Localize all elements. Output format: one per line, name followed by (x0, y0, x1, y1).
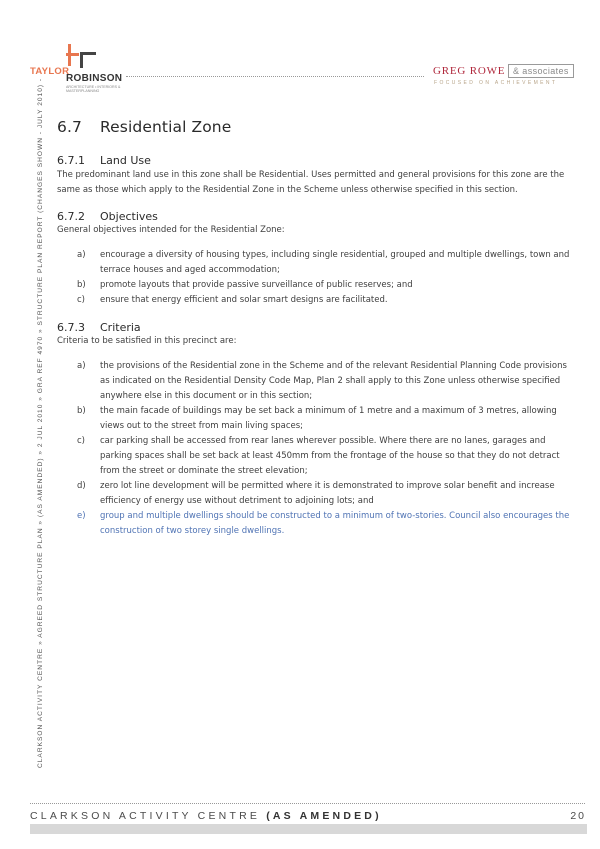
list-item (57, 248, 575, 278)
list-marker: c) (77, 295, 85, 305)
section-heading (57, 118, 575, 136)
criteria-heading (57, 321, 575, 334)
list-item-text: promote layouts that provide passive surveillance of public reserves; and (100, 280, 413, 290)
footer-title-suffix: (AS AMENDED) (266, 810, 382, 822)
logo-tagline: ARCHITECTURE • INTERIORS & MASTERPLANNING (66, 85, 121, 94)
criteria-intro: Criteria to be satisfied in this precinct are: (57, 336, 237, 346)
objectives-title: Objectives (100, 210, 158, 223)
greg-rowe-tagline: FOCUSED ON ACHIEVEMENT (434, 80, 558, 86)
list-item-text: car parking shall be accessed from rear lanes wherever possible. Where there are no lanes, garages and parking spaces shall be set back at least 450mm from the frontage of the house so that they do not detract from the street or dominate the street elevation; (100, 436, 560, 476)
list-marker: d) (77, 481, 86, 491)
list-item (57, 359, 575, 404)
list-marker: b) (77, 280, 86, 290)
list-item-text: zero lot line development will be permitted where it is demonstrated to improve solar benefit and increase efficiency of energy use without detriment to adjoining lots; and (100, 481, 555, 506)
list-item-text: ensure that energy efficient and solar smart designs are facilitated. (100, 295, 388, 305)
list-item (57, 479, 575, 509)
logo-taylor-text: TAYLOR (30, 66, 70, 77)
criteria-list (57, 359, 575, 539)
logo-robinson-text: ROBINSON (66, 73, 123, 84)
greg-rowe-name: GREG ROWE (433, 65, 506, 77)
list-item (57, 404, 575, 434)
list-item (57, 293, 575, 308)
list-marker: a) (77, 250, 86, 260)
list-marker: b) (77, 406, 86, 416)
land-use-text: The predominant land use in this zone shall be Residential. Uses permitted and general provisions for this zone are the same as those which apply to the Residential Zone in the Scheme unless otherwise specified in this section. (57, 170, 565, 195)
greg-rowe-associates: & associates (508, 64, 574, 78)
objectives-heading (57, 210, 575, 223)
list-marker: e) (77, 511, 86, 521)
footer-title-main: CLARKSON ACTIVITY CENTRE (30, 810, 261, 822)
objectives-list (57, 248, 575, 308)
criteria-number: 6.7.3 (57, 321, 85, 334)
objectives-number: 6.7.2 (57, 210, 85, 223)
page-number: 20 (570, 810, 586, 822)
greg-rowe-logo (430, 64, 590, 92)
land-use-heading (57, 154, 575, 167)
list-marker: a) (77, 361, 86, 371)
list-item-text: the main facade of buildings may be set back a minimum of 1 metre and a maximum of 3 metres, allowing views out to the street from main living spaces; (100, 406, 557, 431)
header-divider (126, 76, 424, 77)
list-item-amended (57, 509, 575, 539)
taylor-robinson-logo (30, 40, 140, 96)
list-item-text: encourage a diversity of housing types, including single residential, grouped and multiple dwellings, town and terrace houses and aged accommodation; (100, 250, 570, 275)
document-body (57, 118, 575, 539)
taylor-robinson-mark-icon (66, 40, 126, 68)
land-use-title: Land Use (100, 154, 151, 167)
footer-title (30, 810, 382, 822)
section-title: Residential Zone (100, 118, 232, 136)
objectives-intro: General objectives intended for the Residential Zone: (57, 225, 285, 235)
list-item (57, 278, 575, 293)
footer-divider (30, 803, 585, 804)
section-number: 6.7 (57, 118, 82, 136)
criteria-title: Criteria (100, 321, 141, 334)
list-marker: c) (77, 436, 85, 446)
land-use-number: 6.7.1 (57, 154, 85, 167)
list-item-text: group and multiple dwellings should be constructed to a minimum of two-stories. Council also encourages the construction of two storey single dwellings. (100, 511, 570, 536)
side-document-reference: CLARKSON ACTIVITY CENTRE » AGREED STRUCTURE PLAN » (AS AMENDED) » 2 JUL 2010 » GRA REF 4970 » STRUCTURE PLAN REPORT (CHANGES SHOWN - JULY 2010) - (37, 77, 44, 768)
list-item (57, 434, 575, 479)
footer-bar (30, 824, 587, 834)
list-item-text: the provisions of the Residential zone in the Scheme and of the relevant Residential Planning Code provisions as indicated on the Residential Density Code Map, Plan 2 shall apply to this Zone unless otherwise specified anywhere else in this document or in this section; (100, 361, 567, 401)
